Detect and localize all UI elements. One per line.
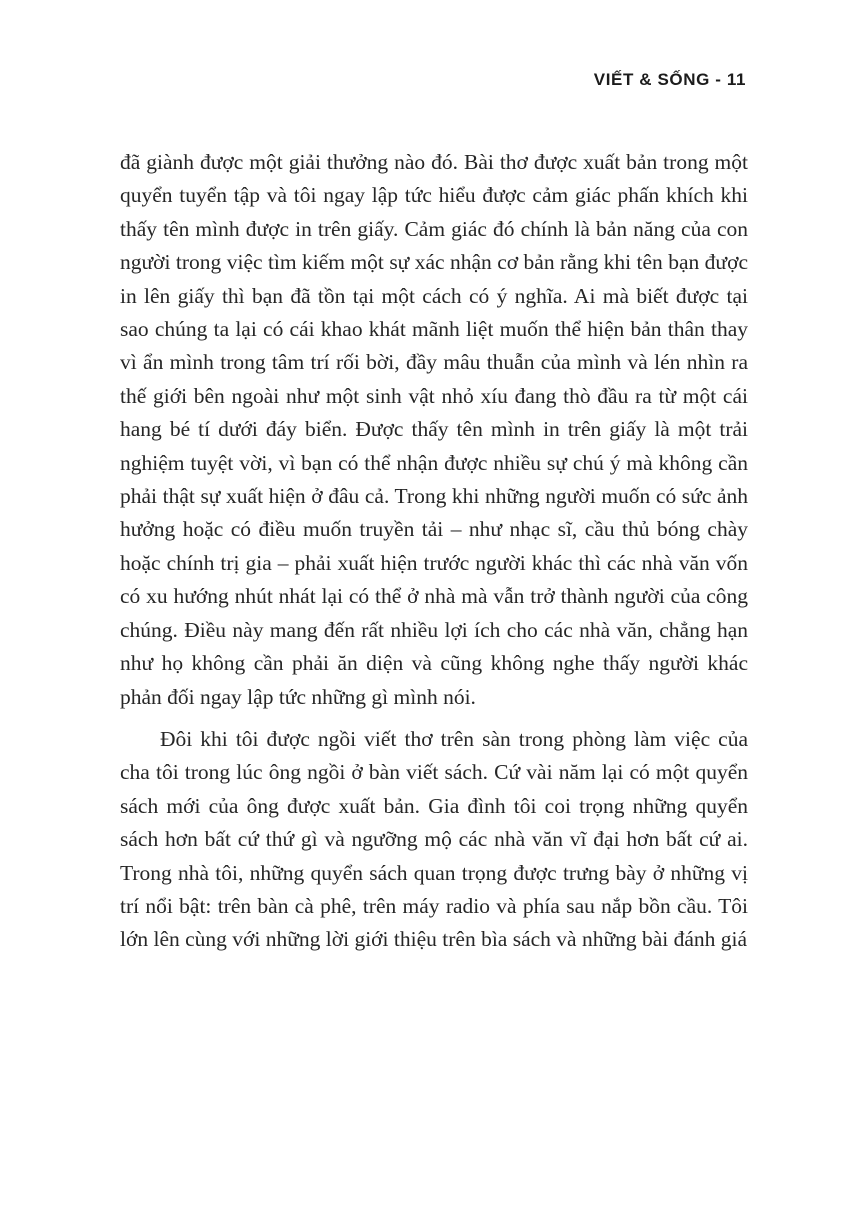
page-body [120,146,748,957]
running-head: VIẾT & SỐNG - 11 [593,70,746,89]
paragraph: đã giành được một giải thưởng nào đó. Bài thơ được xuất bản trong một quyển tuyển tập và tôi ngay lập tức hiểu được cảm giác phấn khích khi thấy tên mình được in trên giấy. Cảm giác đó chính là bản năng của con người trong việc tìm kiếm một sự xác nhận cơ bản rằng khi tên bạn được in lên giấy thì bạn đã tồn tại một cách có ý nghĩa. Ai mà biết được tại sao chúng ta lại có cái khao khát mãnh liệt muốn thể hiện bản thân thay vì ẩn mình trong tâm trí rối bời, đầy mâu thuẫn của mình và lén nhìn ra thế giới bên ngoài như một sinh vật nhỏ xíu đang thò đầu ra từ một cái hang bé tí dưới đáy biển. Được thấy tên mình in trên giấy là một trải nghiệm tuyệt vời, vì bạn có thể nhận được nhiều sự chú ý mà không cần phải thật sự xuất hiện ở đâu cả. Trong khi những người muốn có sức ảnh hưởng hoặc có điều muốn truyền tải – như nhạc sĩ, cầu thủ bóng chày hoặc chính trị gia – phải xuất hiện trước người khác thì các nhà văn vốn có xu hướng nhút nhát lại có thể ở nhà mà vẫn trở thành người của công chúng. Điều này mang đến rất nhiều lợi ích cho các nhà văn, chẳng hạn như họ không cần phải ăn diện và cũng không nghe thấy người khác phản đối ngay lập tức những gì mình nói. [120,150,748,709]
paragraph: Đôi khi tôi được ngồi viết thơ trên sàn trong phòng làm việc của cha tôi trong lúc ông ngồi ở bàn viết sách. Cứ vài năm lại có một quyển sách mới của ông được xuất bản. Gia đình tôi coi trọng những quyển sách hơn bất cứ thứ gì và ngưỡng mộ các nhà văn vĩ đại hơn bất cứ ai. Trong nhà tôi, những quyển sách quan trọng được trưng bày ở những vị trí nổi bật: trên bàn cà phê, trên máy radio và phía sau nắp bồn cầu. Tôi lớn lên cùng với những lời giới thiệu trên bìa sách và những bài đánh giá [120,726,748,952]
